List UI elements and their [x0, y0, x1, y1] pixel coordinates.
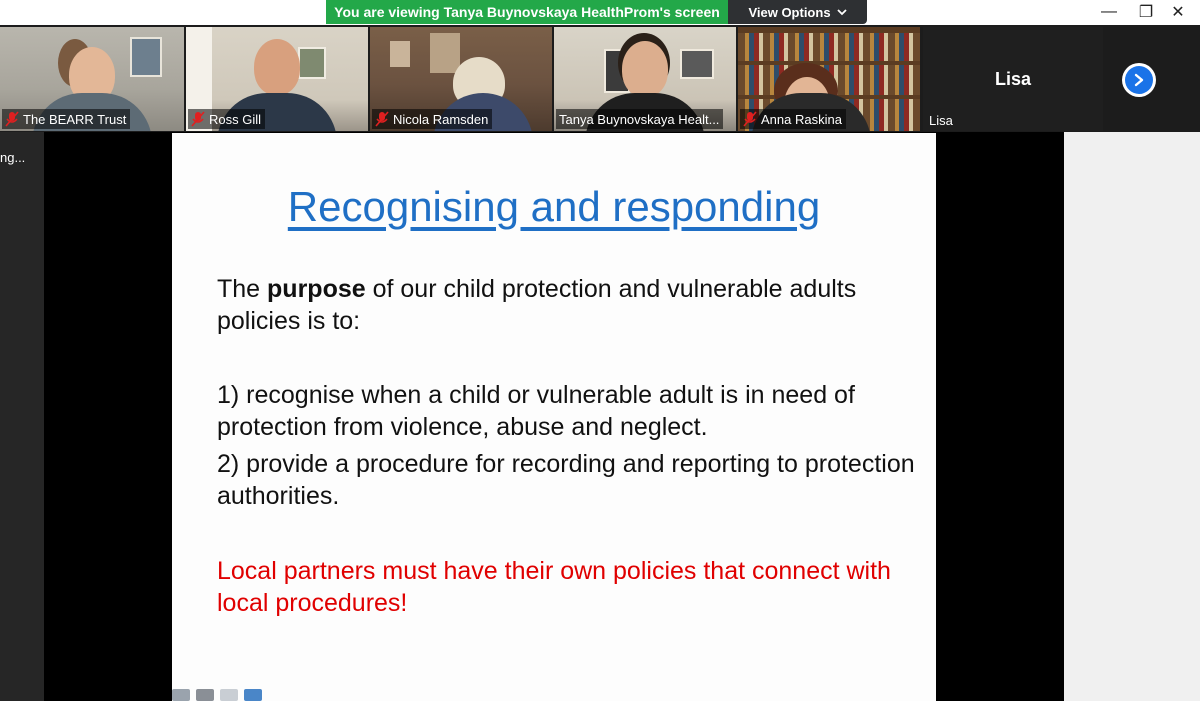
participant-name: Lisa — [929, 113, 953, 128]
participant-name-tag — [2, 109, 130, 129]
mic-muted-icon — [375, 111, 389, 127]
pen-icon[interactable] — [196, 689, 214, 701]
slide-point-2: 2) provide a procedure for recording and reporting to protection authorities. — [217, 450, 915, 510]
next-participants-button[interactable] — [1122, 63, 1156, 97]
participant-name-tag — [740, 109, 846, 129]
mic-muted-icon — [743, 111, 757, 127]
participant-name-tag — [372, 109, 492, 129]
previous-slide-icon[interactable] — [172, 689, 190, 701]
participant-name-tag — [556, 109, 723, 129]
intro-rest: of our child protection and vulnerable adults policies is to: — [217, 275, 857, 335]
intro-bold-word: purpose — [267, 275, 366, 303]
slide-point-1: 1) recognise when a child or vulnerable adult is in need of protection from violence, abuse and neglect. — [217, 381, 855, 441]
view-options-label: View Options — [748, 4, 831, 20]
restore-icon: ❐ — [1138, 4, 1154, 21]
participant-name-tag — [188, 109, 265, 129]
participant-tile-no-video[interactable] — [923, 27, 1103, 131]
restore-button[interactable] — [1131, 0, 1161, 24]
participant-tile[interactable] — [370, 27, 552, 131]
screen-share-text: You are viewing Tanya Buynovskaya HealthProm's screen — [334, 4, 720, 20]
participant-name: Anna Raskina — [761, 111, 842, 127]
participant-name: Nicola Ramsden — [393, 111, 489, 127]
minimize-button[interactable] — [1094, 0, 1124, 24]
minimize-icon: — — [1101, 3, 1117, 20]
slide-menu-icon[interactable] — [220, 689, 238, 701]
close-icon: ✕ — [1171, 4, 1185, 21]
next-slide-icon[interactable] — [244, 689, 262, 701]
slide-warning-text: Local partners must have their own policies that connect with local procedures! — [217, 557, 891, 617]
view-options-button[interactable] — [728, 0, 867, 24]
participant-display-name: Lisa — [994, 69, 1032, 89]
chevron-right-icon — [1133, 73, 1145, 87]
participant-tile[interactable] — [738, 27, 920, 131]
participant-tile-active-speaker[interactable] — [554, 27, 736, 131]
mic-muted-icon — [191, 111, 205, 127]
presentation-slide — [172, 133, 936, 701]
left-panel — [0, 132, 44, 701]
close-button[interactable] — [1163, 0, 1193, 24]
recording-label — [0, 143, 44, 171]
intro-prefix: The — [217, 275, 268, 303]
participant-name: The BEARR Trust — [23, 111, 127, 127]
right-panel — [1064, 132, 1200, 701]
mic-muted-icon — [5, 111, 19, 127]
chevron-down-icon — [837, 8, 847, 16]
slide-title: Recognising and responding — [287, 183, 821, 230]
participant-name: Tanya Buynovskaya Healt... — [559, 111, 720, 127]
participant-tile[interactable] — [186, 27, 368, 131]
screen-share-banner — [326, 0, 728, 24]
recording-label-text: ng... — [0, 149, 26, 165]
participant-tile[interactable] — [0, 27, 184, 131]
participant-name: Ross Gill — [209, 111, 262, 127]
slide-intro-text — [217, 273, 917, 337]
slideshow-toolbar — [172, 687, 272, 701]
